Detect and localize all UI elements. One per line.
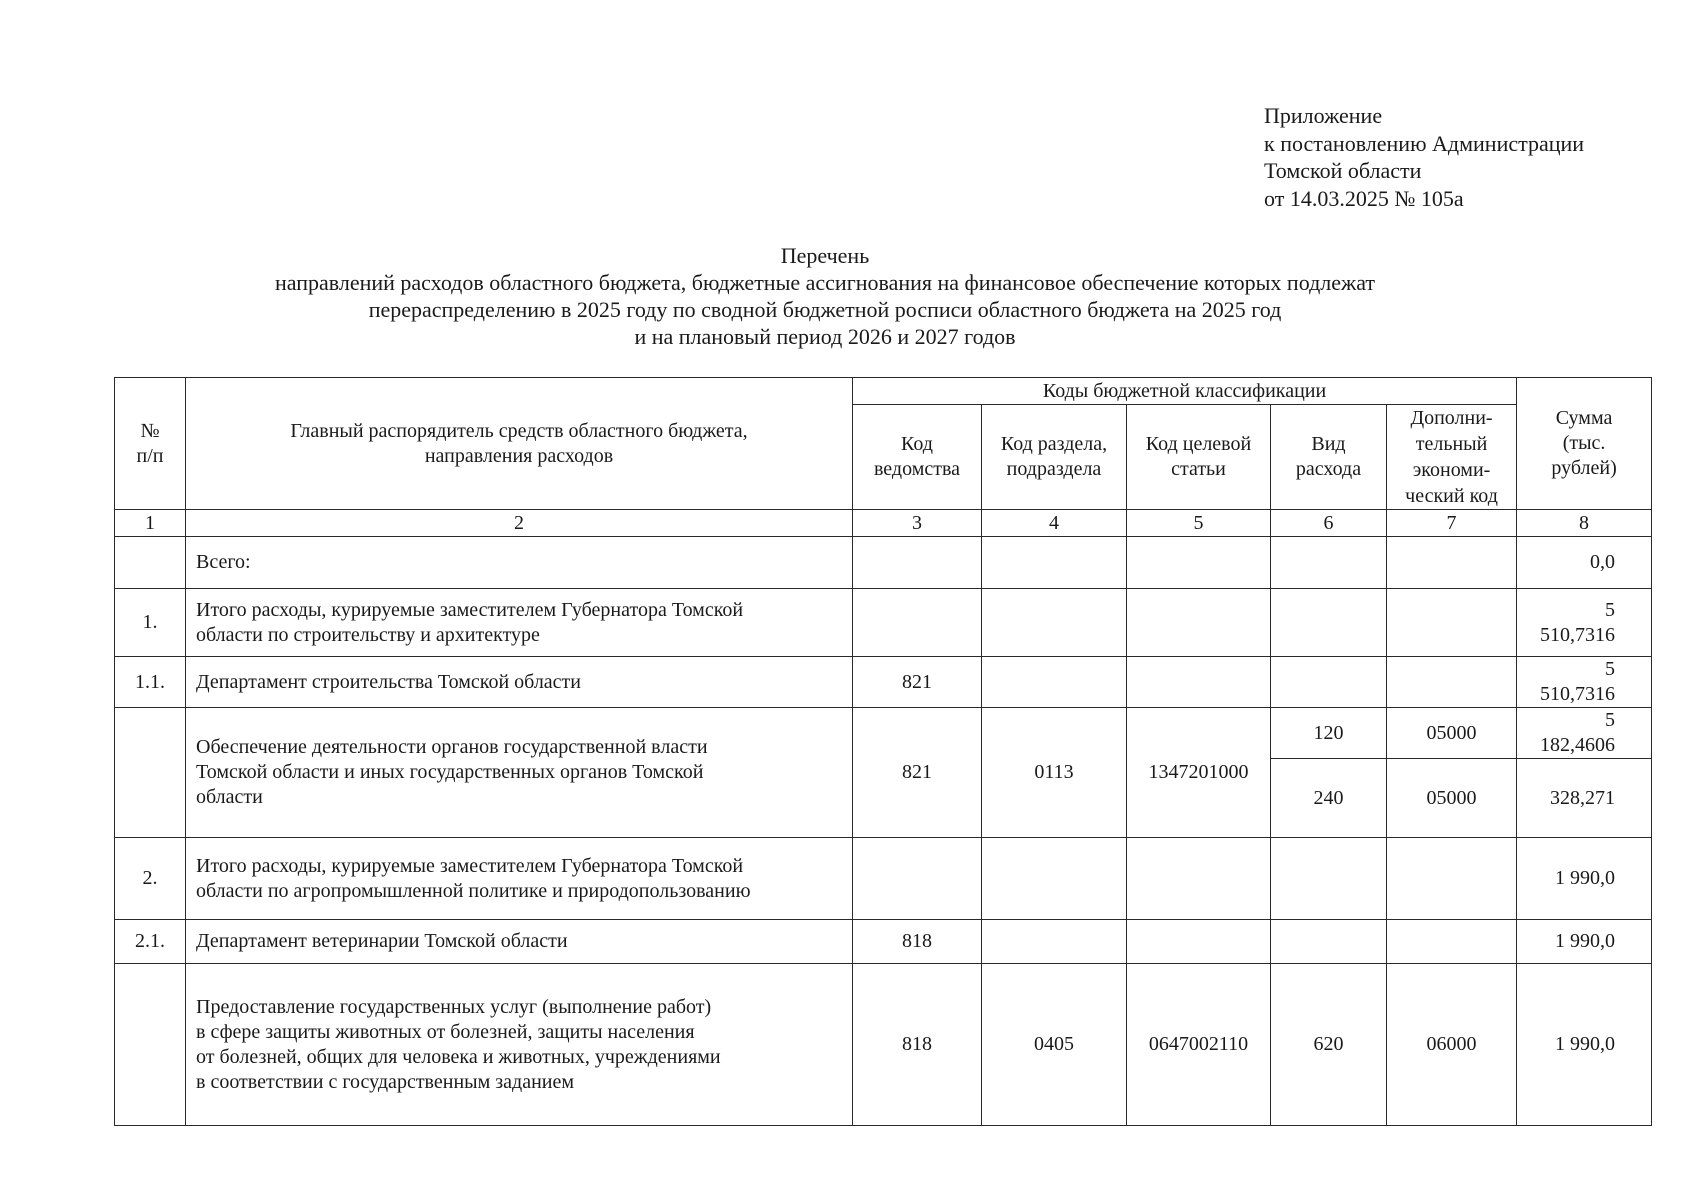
cell-econ: 06000 [1387, 964, 1517, 1126]
cell-name [186, 964, 853, 1126]
header-num [115, 378, 186, 510]
table-row [115, 589, 1652, 657]
header-econ [1387, 405, 1517, 510]
cell-econ: 05000 [1387, 708, 1517, 759]
table-row [115, 838, 1652, 920]
cell-econ [1387, 838, 1517, 920]
cell-exptype [1271, 589, 1387, 657]
header-num-line-1: № [140, 419, 160, 442]
column-number: 6 [1271, 510, 1387, 537]
document-title [114, 242, 1536, 350]
cell-name [186, 708, 853, 838]
cell-num [115, 964, 186, 1126]
header-name-line-2: направления расходов [424, 444, 614, 467]
cell-dept [853, 589, 982, 657]
appendix-line-2: к постановлению Администрации [1264, 130, 1585, 156]
cell-section [982, 920, 1127, 964]
header-exptype [1271, 405, 1387, 510]
cell-exptype [1271, 838, 1387, 920]
title-line-1: Перечень [780, 243, 870, 268]
cell-target [1127, 537, 1271, 589]
cell-target: 0647002110 [1127, 964, 1271, 1126]
cell-name-line: Томской области и иных государственных органов Томской [196, 761, 704, 783]
header-econ-line-4: ческий код [1405, 485, 1498, 507]
header-codes-group: Коды бюджетной классификации [853, 378, 1517, 405]
cell-name-line: Итого расходы, курируемые заместителем Губернатора Томской [196, 598, 744, 621]
cell-name-line: области по строительству и архитектуре [196, 623, 540, 646]
header-target-line-2: статьи [1171, 458, 1226, 480]
cell-name-line: в сфере защиты животных от болезней, защиты населения [196, 1020, 695, 1043]
title-line-4: и на плановый период 2026 и 2027 годов [634, 324, 1016, 349]
column-number: 3 [853, 510, 982, 537]
header-section [982, 405, 1127, 510]
cell-name-line: от болезней, общих для человека и животных, учреждениями [196, 1045, 721, 1068]
header-section-line-2: подраздела [1006, 458, 1102, 480]
cell-name: Департамент строительства Томской области [186, 657, 853, 708]
cell-num [115, 537, 186, 589]
header-row-1 [115, 378, 1652, 405]
cell-num: 1. [115, 589, 186, 657]
header-target [1127, 405, 1271, 510]
cell-exptype: 240 [1271, 759, 1387, 838]
cell-name: Всего: [186, 537, 853, 589]
cell-target: 1347201000 [1127, 708, 1271, 838]
header-econ-line-2: тельный [1415, 433, 1488, 455]
cell-dept: 818 [853, 920, 982, 964]
cell-section [982, 838, 1127, 920]
cell-name [186, 589, 853, 657]
table-row [115, 708, 1652, 759]
column-number: 8 [1517, 510, 1652, 537]
column-number: 1 [115, 510, 186, 537]
cell-exptype [1271, 920, 1387, 964]
header-target-line-1: Код целевой [1145, 433, 1252, 455]
cell-sum: 5 182,4606 [1517, 708, 1652, 759]
cell-dept [853, 838, 982, 920]
header-num-line-2: п/п [136, 444, 164, 467]
cell-section: 0113 [982, 708, 1127, 838]
cell-dept: 821 [853, 657, 982, 708]
cell-section: 0405 [982, 964, 1127, 1126]
cell-sum: 5 510,7316 [1517, 657, 1652, 708]
cell-target [1127, 920, 1271, 964]
cell-target [1127, 589, 1271, 657]
cell-name [186, 838, 853, 920]
column-number: 4 [982, 510, 1127, 537]
cell-exptype [1271, 537, 1387, 589]
cell-name-line: Итого расходы, курируемые заместителем Губернатора Томской [196, 854, 744, 877]
header-name-line-1: Главный распорядитель средств областного бюджета, [290, 419, 748, 442]
table-row [115, 920, 1652, 964]
header-sum-line-3: рублей) [1551, 457, 1617, 479]
cell-section [982, 537, 1127, 589]
table-row [115, 964, 1652, 1126]
cell-name: Департамент ветеринарии Томской области [186, 920, 853, 964]
cell-dept: 821 [853, 708, 982, 838]
cell-sum: 5 510,7316 [1517, 589, 1652, 657]
column-number: 7 [1387, 510, 1517, 537]
column-number-row [115, 510, 1652, 537]
cell-sum: 0,0 [1517, 537, 1652, 589]
header-sum [1517, 378, 1652, 510]
title-line-2: направлений расходов областного бюджета, бюджетные ассигнования на финансовое обеспечение которых подлежат [274, 270, 1376, 295]
cell-sum: 328,271 [1517, 759, 1652, 838]
cell-econ [1387, 657, 1517, 708]
appendix-block [1264, 102, 1584, 212]
column-number: 5 [1127, 510, 1271, 537]
cell-sum: 1 990,0 [1517, 964, 1652, 1126]
table-row [115, 657, 1652, 708]
cell-econ: 05000 [1387, 759, 1517, 838]
column-number: 2 [186, 510, 853, 537]
header-exptype-line-2: расхода [1295, 458, 1362, 480]
header-econ-line-3: экономи- [1412, 459, 1491, 481]
appendix-line-1: Приложение [1264, 103, 1383, 128]
cell-exptype: 620 [1271, 964, 1387, 1126]
appendix-line-3: Томской области [1264, 158, 1422, 183]
table-row-total [115, 537, 1652, 589]
appendix-line-4: от 14.03.2025 № 105а [1264, 185, 1464, 211]
cell-sum: 1 990,0 [1517, 920, 1652, 964]
cell-exptype [1271, 657, 1387, 708]
cell-name-line: Предоставление государственных услуг (выполнение работ) [196, 995, 712, 1018]
cell-target [1127, 657, 1271, 708]
cell-section [982, 657, 1127, 708]
cell-name-line: Обеспечение деятельности органов государственной власти [196, 736, 708, 758]
cell-name-line: области по агропромышленной политике и природопользованию [196, 879, 751, 902]
header-econ-line-1: Дополни- [1410, 407, 1493, 429]
cell-num: 2.1. [115, 920, 186, 964]
budget-table [114, 377, 1652, 1126]
header-section-line-1: Код раздела, [1000, 433, 1108, 455]
header-sum-line-2: (тыс. [1562, 432, 1606, 454]
header-sum-line-1: Сумма [1555, 407, 1613, 429]
cell-num [115, 708, 186, 838]
header-dept [853, 405, 982, 510]
cell-name-line: в соответствии с государственным заданием [196, 1070, 575, 1093]
cell-econ [1387, 537, 1517, 589]
header-exptype-line-1: Вид [1311, 433, 1346, 455]
cell-num: 2. [115, 838, 186, 920]
cell-section [982, 589, 1127, 657]
cell-econ [1387, 920, 1517, 964]
header-dept-line-1: Код [901, 433, 933, 455]
cell-num: 1.1. [115, 657, 186, 708]
cell-econ [1387, 589, 1517, 657]
cell-dept: 818 [853, 964, 982, 1126]
title-line-3: перераспределению в 2025 году по сводной бюджетной росписи областного бюджета на 2025 год [368, 297, 1282, 322]
cell-dept [853, 537, 982, 589]
cell-exptype: 120 [1271, 708, 1387, 759]
cell-sum: 1 990,0 [1517, 838, 1652, 920]
cell-name-line: области [196, 786, 263, 808]
header-dept-line-2: ведомства [873, 458, 961, 480]
header-name [186, 378, 853, 510]
cell-target [1127, 838, 1271, 920]
